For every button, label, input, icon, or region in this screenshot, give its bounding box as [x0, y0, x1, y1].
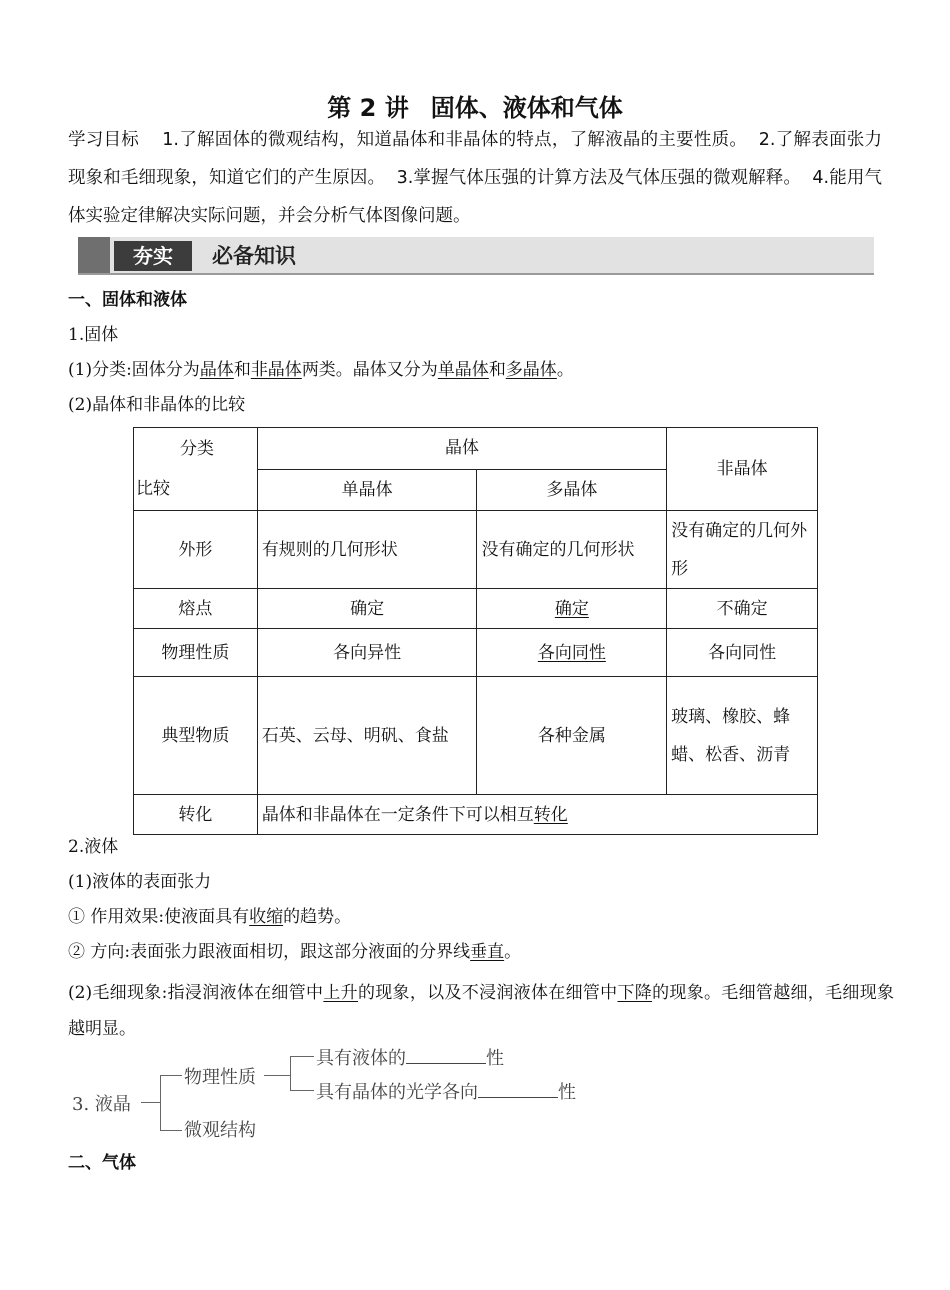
lc-prop-2 — [316, 1078, 576, 1104]
subheading-solid: 1.固体 — [68, 325, 119, 345]
row-label: 转化 — [134, 795, 258, 835]
blank-answer: 上升 — [323, 983, 358, 1003]
header-single-crystal: 单晶体 — [257, 469, 477, 511]
text: 具有液体的 — [316, 1048, 406, 1069]
cell-single: 有规则的几何形状 — [257, 511, 477, 589]
cell-single: 确定 — [257, 589, 477, 629]
lc-prop-1 — [316, 1044, 504, 1070]
connector — [160, 1130, 182, 1131]
blank-answer: 转化 — [533, 804, 568, 825]
text: 的现象。毛细管越细，毛细现象越明显。 — [68, 983, 895, 1039]
lc-physical: 物理性质 — [184, 1067, 256, 1088]
header-crystal: 晶体 — [257, 428, 666, 470]
fill-blank — [406, 1045, 486, 1064]
row-label: 熔点 — [134, 589, 258, 629]
header-polycrystal: 多晶体 — [477, 469, 667, 511]
cell-amorphous: 没有确定的几何外形 — [667, 511, 818, 589]
row-label: 物理性质 — [134, 629, 258, 677]
blank-answer: 非晶体 — [250, 360, 302, 380]
text: 的趋势。 — [283, 907, 352, 927]
blank-answer: 下降 — [617, 983, 653, 1003]
fill-blank — [478, 1079, 558, 1098]
text: 和 — [233, 360, 251, 380]
section-heading-gas: 二、气体 — [68, 1153, 136, 1173]
goals-label: 学习目标 — [68, 130, 139, 150]
cell-single: 石英、云母、明矾、食盐 — [257, 677, 477, 795]
section-heading-solids-liquids: 一、固体和液体 — [68, 290, 187, 310]
text: 具有晶体的光学各向 — [316, 1082, 478, 1103]
text: (1)分类:固体分为 — [68, 360, 200, 380]
banner-heading: 必备知识 — [212, 244, 296, 268]
goal-2: 2.了解表面张力现象和毛细现象，知道它们的产生原因。 — [68, 130, 882, 188]
cell-poly: 各种金属 — [477, 677, 667, 795]
blank-answer: 各向同性 — [537, 642, 606, 663]
blank-answer: 多晶体 — [505, 360, 557, 380]
corner-bottom: 比较 — [136, 479, 170, 499]
connector — [141, 1102, 161, 1103]
banner-tag: 夯实 — [114, 241, 192, 271]
text: 。 — [504, 942, 522, 962]
text: 的现象，以及不浸润液体在细管中 — [357, 983, 618, 1003]
cell-poly: 没有确定的几何形状 — [477, 511, 667, 589]
text: 两类。晶体又分为 — [301, 360, 438, 380]
header-amorphous: 非晶体 — [667, 428, 818, 511]
corner-top: 分类 — [180, 439, 214, 459]
blank-answer: 垂直 — [470, 942, 505, 962]
text: (2)毛细现象:指浸润液体在细管中 — [68, 983, 324, 1003]
cell-amorphous: 不确定 — [667, 589, 818, 629]
blank-answer: 收缩 — [249, 907, 284, 927]
connector — [290, 1056, 314, 1057]
subheading-liquid: 2.液体 — [68, 837, 119, 857]
text: 性 — [558, 1082, 576, 1103]
goal-1: 1.了解固体的微观结构，知道晶体和非晶体的特点，了解液晶的主要性质。 — [162, 130, 748, 150]
blank-answer: 确定 — [554, 598, 589, 619]
cell-amorphous: 玻璃、橡胶、蜂蜡、松香、沥青 — [667, 677, 818, 795]
surface-tension-heading: (1)液体的表面张力 — [68, 872, 212, 892]
goal-3: 3.掌握气体压强的计算方法及气体压强的微观解释。 — [396, 168, 802, 188]
cell-amorphous: 各向同性 — [667, 629, 818, 677]
text: 性 — [486, 1048, 504, 1069]
connector — [160, 1075, 182, 1076]
cell-single: 各向异性 — [257, 629, 477, 677]
bracket — [290, 1056, 291, 1090]
text: 和 — [488, 360, 506, 380]
connector — [290, 1090, 314, 1091]
text: ① 作用效果:使液面具有 — [68, 907, 250, 927]
blank-answer: 单晶体 — [437, 360, 489, 380]
lecture-number: 第 2 讲 — [327, 94, 409, 122]
lecture-topic: 固体、液体和气体 — [430, 94, 623, 122]
text: 。 — [556, 360, 574, 380]
bracket — [160, 1075, 161, 1131]
transform-text: 晶体和非晶体在一定条件下可以相互 — [261, 804, 534, 825]
connector — [264, 1075, 290, 1076]
blank-answer: 晶体 — [199, 360, 234, 380]
row-label: 典型物质 — [134, 677, 258, 795]
comparison-caption: (2)晶体和非晶体的比较 — [68, 395, 246, 415]
goal-4: 4.能用气体实验定律解决实际问题，并会分析气体图像问题。 — [68, 168, 882, 226]
text: ② 方向:表面张力跟液面相切，跟这部分液面的分界线 — [68, 942, 471, 962]
lc-micro: 微观结构 — [184, 1120, 256, 1141]
lc-root: 3. 液晶 — [72, 1094, 131, 1115]
row-label: 外形 — [134, 511, 258, 589]
